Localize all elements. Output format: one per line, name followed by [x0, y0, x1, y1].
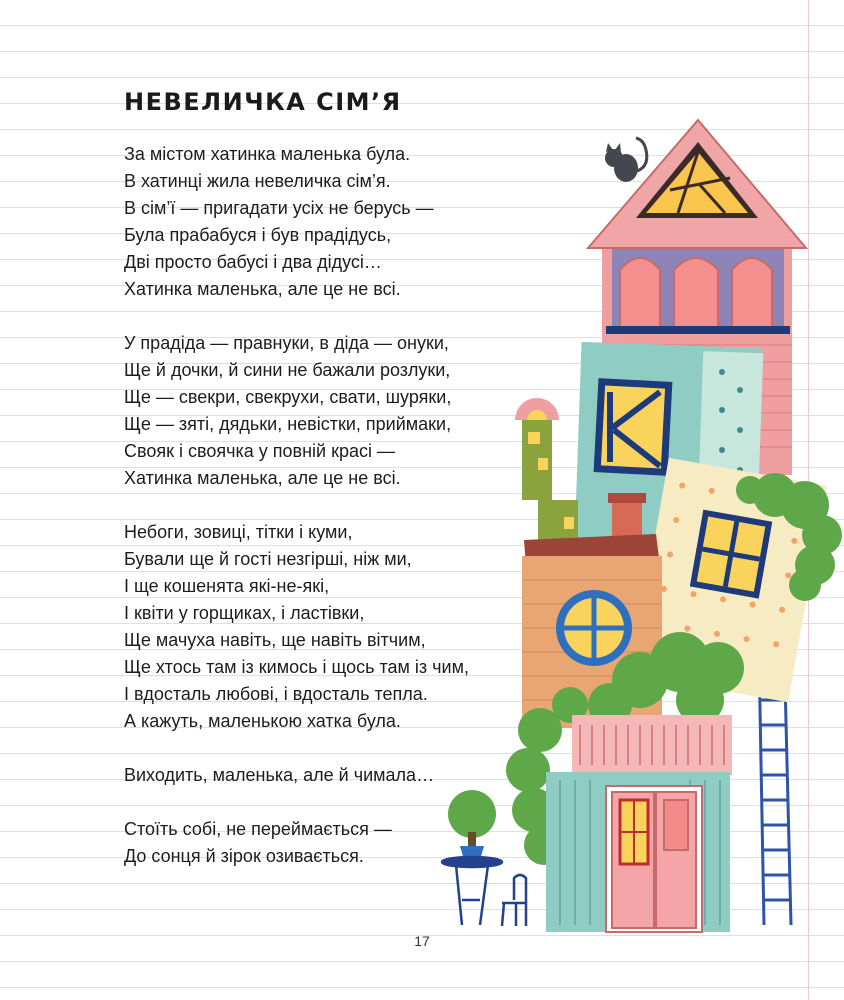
poem-line: Ще мачуха навіть, ще навіть вітчим,	[124, 630, 426, 650]
poem-line: Свояк і своячка у повній красі —	[124, 441, 395, 461]
poem-line: Хатинка маленька, але це не всі.	[124, 468, 401, 488]
green-chimney	[515, 398, 578, 540]
garden-chair	[502, 875, 526, 926]
cat-silhouette	[605, 138, 647, 182]
poem-line: Бували ще й гості незгірші, ніж ми,	[124, 549, 412, 569]
poem-line: А кажуть, маленькою хатка була.	[124, 711, 401, 731]
poem-line: Ще й дочки, й сини не бажали розлуки,	[124, 360, 451, 380]
poem-line: Ще хтось там із кимось і щось там із чим,	[124, 657, 469, 677]
poem-line: До сонця й зірок озивається.	[124, 846, 364, 866]
poem-line: Небоги, зовиці, тітки і куми,	[124, 522, 353, 542]
poem-line: Виходить, маленька, але й чимала…	[124, 765, 435, 785]
poem-line: І вдосталь любові, і вдосталь тепла.	[124, 684, 428, 704]
poem-line: І ще кошенята які-не-які,	[124, 576, 330, 596]
page-number: 17	[414, 933, 430, 949]
poem-line: І квіти у горщиках, і ластівки,	[124, 603, 365, 623]
garden-table	[442, 857, 502, 925]
poem-line: Хатинка маленька, але це не всі.	[124, 279, 401, 299]
poem-title: НЕВЕЛИЧКА СІМ’Я	[124, 88, 402, 116]
bottom-teal-house	[546, 715, 732, 932]
tall-stacked-house-illustration	[440, 110, 844, 940]
poem-line: Стоїть собі, не переймається —	[124, 819, 392, 839]
poem-line: Була прабабуся і був прадідусь,	[124, 225, 392, 245]
poem-line: В хатинці жила невеличка сім’я.	[124, 171, 391, 191]
poem-line: Ще — зяті, дядьки, невістки, приймаки,	[124, 414, 452, 434]
poem-line: У прадіда — правнуки, в діда — онуки,	[124, 333, 449, 353]
poem-line: За містом хатинка маленька була.	[124, 144, 411, 164]
poem-line: Ще — свекри, свекрухи, свати, шуряки,	[124, 387, 452, 407]
poem-line: В сім’ї — пригадати усіх не берусь —	[124, 198, 434, 218]
potted-tree	[448, 790, 496, 860]
poem-line: Дві просто бабусі і два дідусі…	[124, 252, 382, 272]
